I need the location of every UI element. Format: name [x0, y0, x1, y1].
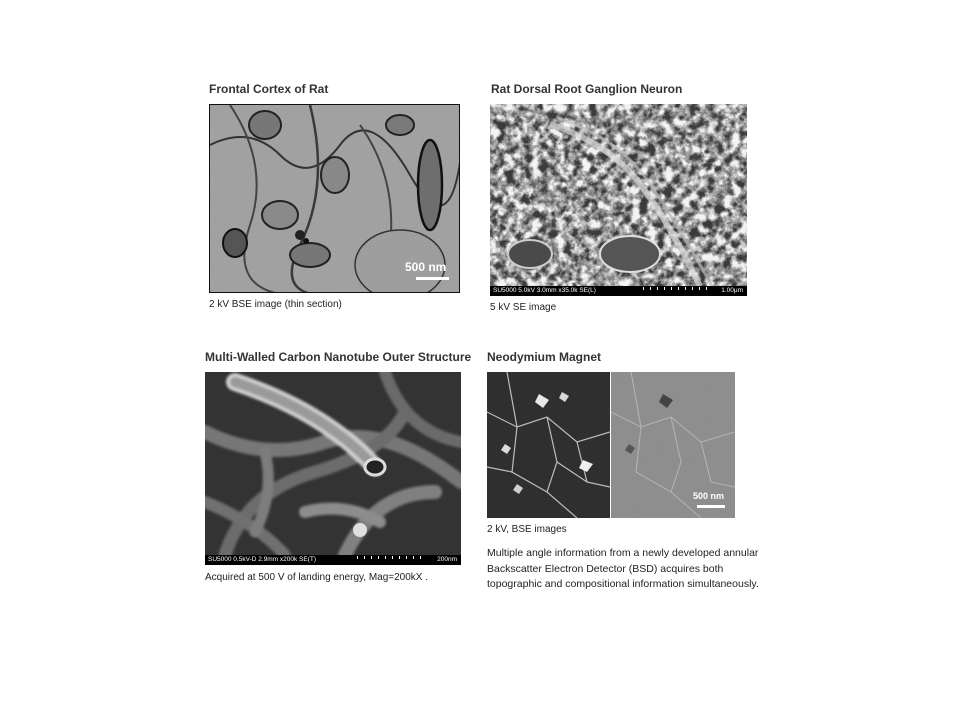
cortex-scale-bar: [416, 277, 449, 280]
cortex-caption: 2 kV BSE image (thin section): [209, 299, 342, 310]
nanotube-micrograph: [205, 372, 461, 565]
nanotube-scale-ticks: [357, 556, 427, 559]
panel-title-cortex: Frontal Cortex of Rat: [209, 82, 329, 96]
cortex-micrograph: [209, 104, 460, 293]
magnet-micrograph-left: [487, 372, 610, 518]
magnet-description: Multiple angle information from a newly developed annular Backscatter Electron Detector (BSD) acquires both topographic and compositional information simultaneously.: [487, 547, 759, 590]
magnet-micrograph-right: [611, 372, 735, 518]
nanotube-info-text: SU5000 0.5kV-D 2.9mm x200k SE(T): [208, 556, 317, 563]
drg-info-bar: [490, 286, 747, 296]
nanotube-caption: Acquired at 500 V of landing energy, Mag=200kX .: [205, 572, 429, 583]
magnet-caption: 2 kV, BSE images: [487, 524, 567, 535]
cortex-scale-label: 500 nm: [405, 260, 447, 274]
magnet-scale-label: 500 nm: [693, 491, 725, 501]
nanotube-scale-label: 200nm: [437, 556, 457, 563]
drg-scale-label: 1.00μm: [721, 287, 743, 294]
drg-info-text: SU5000 5.0kV 3.0mm x35.0k SE(L): [493, 287, 596, 294]
panel-title-drg: Rat Dorsal Root Ganglion Neuron: [491, 82, 683, 96]
magnet-scale-bar: [697, 505, 725, 508]
panel-title-magnet: Neodymium Magnet: [487, 350, 602, 364]
nanotube-info-bar: [205, 555, 461, 565]
panel-title-nanotube: Multi-Walled Carbon Nanotube Outer Structure: [205, 350, 472, 364]
drg-caption: 5 kV SE image: [490, 302, 557, 313]
drg-micrograph: [490, 104, 747, 296]
drg-scale-ticks: [643, 287, 713, 290]
